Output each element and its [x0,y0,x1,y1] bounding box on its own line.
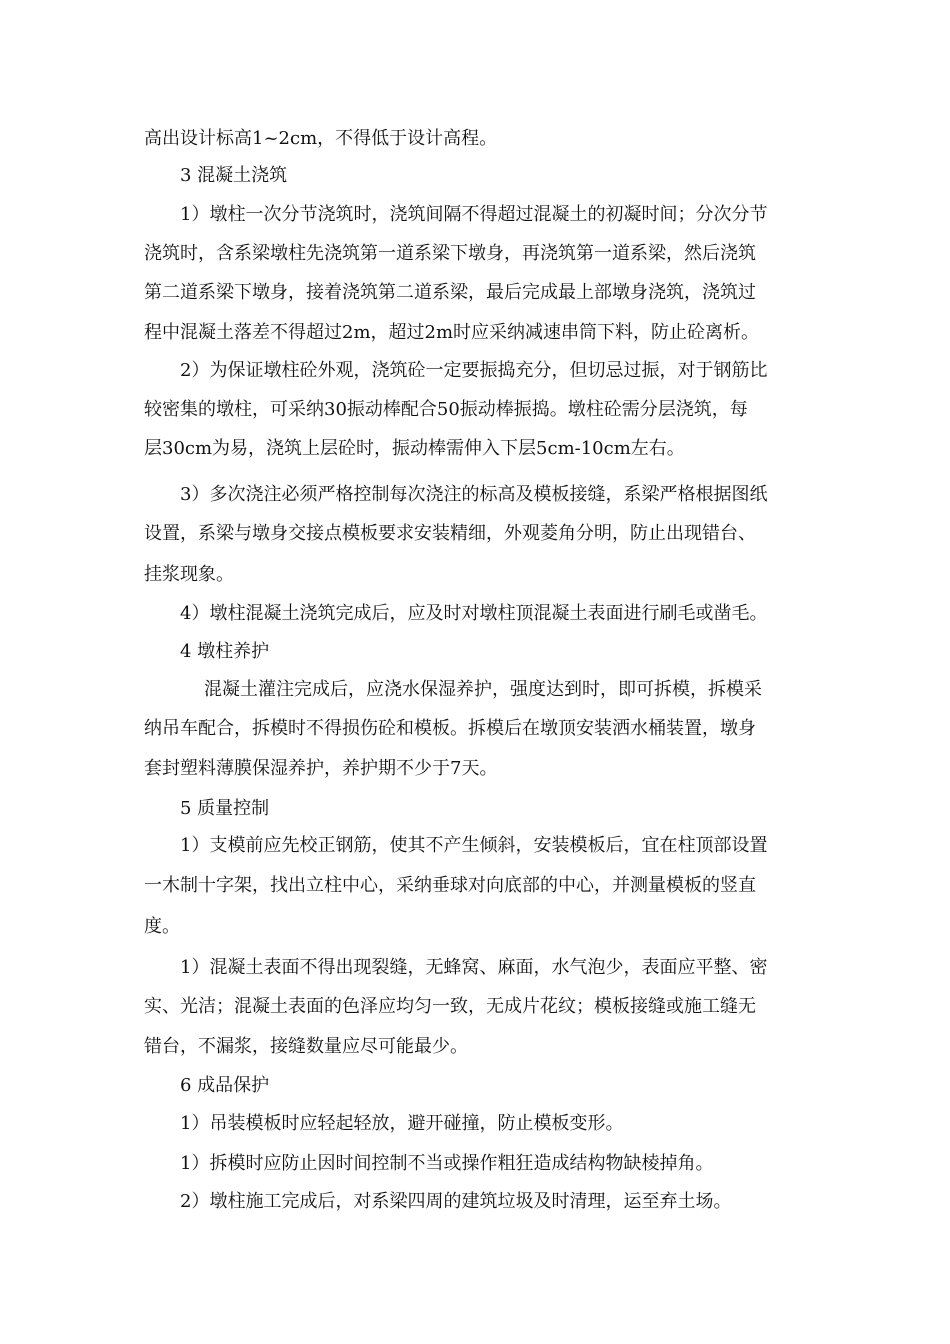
paragraph-text: 2）墩柱施工完成后，对系梁四周的建筑垃圾及时清理，运至弃土场。 [180,1191,732,1212]
text-line [0,1187,950,1217]
paragraph-text: 程中混凝土落差不得超过2m，超过2m时应采纳减速串筒下料，防止砼离析。 [144,322,760,343]
section-heading: 4 墩柱养护 [180,641,270,662]
paragraph-text: 纳吊车配合，拆模时不得损伤砼和模板。拆模后在墩顶安装洒水桶装置，墩身 [144,718,756,739]
text-line [0,560,950,590]
paragraph-text: 挂浆现象。 [144,564,234,585]
text-line [0,953,950,983]
text-line [0,434,950,464]
text-line [0,871,950,901]
paragraph-text: 一木制十字架，找出立柱中心，采纳垂球对向底部的中心，并测量模板的竖直 [144,875,756,896]
paragraph-text: 4）墩柱混凝土浇筑完成后，应及时对墩柱顶混凝土表面进行刷毛或凿毛。 [180,603,768,624]
paragraph-text: 2）为保证墩柱砼外观，浇筑砼一定要振捣充分，但切忌过振，对于钢筋比 [180,360,768,381]
paragraph-text: 1）拆模时应防止因时间控制不当或操作粗狂造成结构物缺棱掉角。 [180,1153,714,1174]
text-line [0,637,950,667]
text-line [0,356,950,386]
paragraph-text: 实、光洁；混凝土表面的色泽应均匀一致，无成片花纹；模板接缝或施工缝无 [144,996,756,1017]
text-line [0,239,950,269]
paragraph-text: 套封塑料薄膜保湿养护，养护期不少于7天。 [144,758,498,779]
text-line [0,1071,950,1101]
text-line [0,992,950,1022]
paragraph-text: 1）混凝土表面不得出现裂缝，无蜂窝、麻面，水气泡少，表面应平整、密 [180,957,768,978]
paragraph-text: 层30cm为易，浇筑上层砼时，振动棒需伸入下层5cm-10cm左右。 [144,438,685,459]
paragraph-text: 较密集的墩柱，可采纳30振动棒配合50振动棒振捣。墩柱砼需分层浇筑，每 [144,399,748,420]
text-line [0,318,950,348]
paragraph-text: 设置，系梁与墩身交接点模板要求安装精细，外观菱角分明，防止出现错台、 [144,523,756,544]
text-line [0,278,950,308]
text-line [0,124,950,154]
text-line [0,519,950,549]
text-line [0,1032,950,1062]
paragraph-text: 1）支模前应先校正钢筋，使其不产生倾斜，安装模板后，宜在柱顶部设置 [180,835,768,856]
text-line [0,1109,950,1139]
section-heading: 3 混凝土浇筑 [180,165,288,186]
section-heading: 5 质量控制 [180,798,270,819]
text-line [0,831,950,861]
text-line [0,675,950,705]
text-line [0,161,950,191]
paragraph-text: 浇筑时，含系梁墩柱先浇筑第一道系梁下墩身，再浇筑第一道系梁，然后浇筑 [144,243,756,264]
paragraph-text: 1）吊装模板时应轻起轻放，避开碰撞，防止模板变形。 [180,1113,624,1134]
paragraph-text: 1）墩柱一次分节浇筑时，浇筑间隔不得超过混凝土的初凝时间；分次分节 [180,204,768,225]
paragraph-text: 混凝土灌注完成后，应浇水保湿养护，强度达到时，即可拆模，拆模采 [204,679,762,700]
paragraph-text: 错台，不漏浆，接缝数量应尽可能最少。 [144,1036,468,1057]
paragraph-continuation: 高出设计标高1~2cm，不得低于设计高程。 [144,128,498,149]
paragraph-text: 3）多次浇注必须严格控制每次浇注的标高及模板接缝，系梁严格根据图纸 [180,484,768,505]
text-line [0,754,950,784]
paragraph-text: 第二道系梁下墩身，接着浇筑第二道系梁，最后完成最上部墩身浇筑，浇筑过 [144,282,756,303]
text-line [0,599,950,629]
text-line [0,395,950,425]
paragraph-text: 度。 [144,916,180,937]
text-line [0,200,950,230]
text-line [0,794,950,824]
section-heading: 6 成品保护 [180,1075,270,1096]
text-line [0,1149,950,1179]
text-line [0,912,950,942]
text-line [0,714,950,744]
text-line [0,480,950,510]
